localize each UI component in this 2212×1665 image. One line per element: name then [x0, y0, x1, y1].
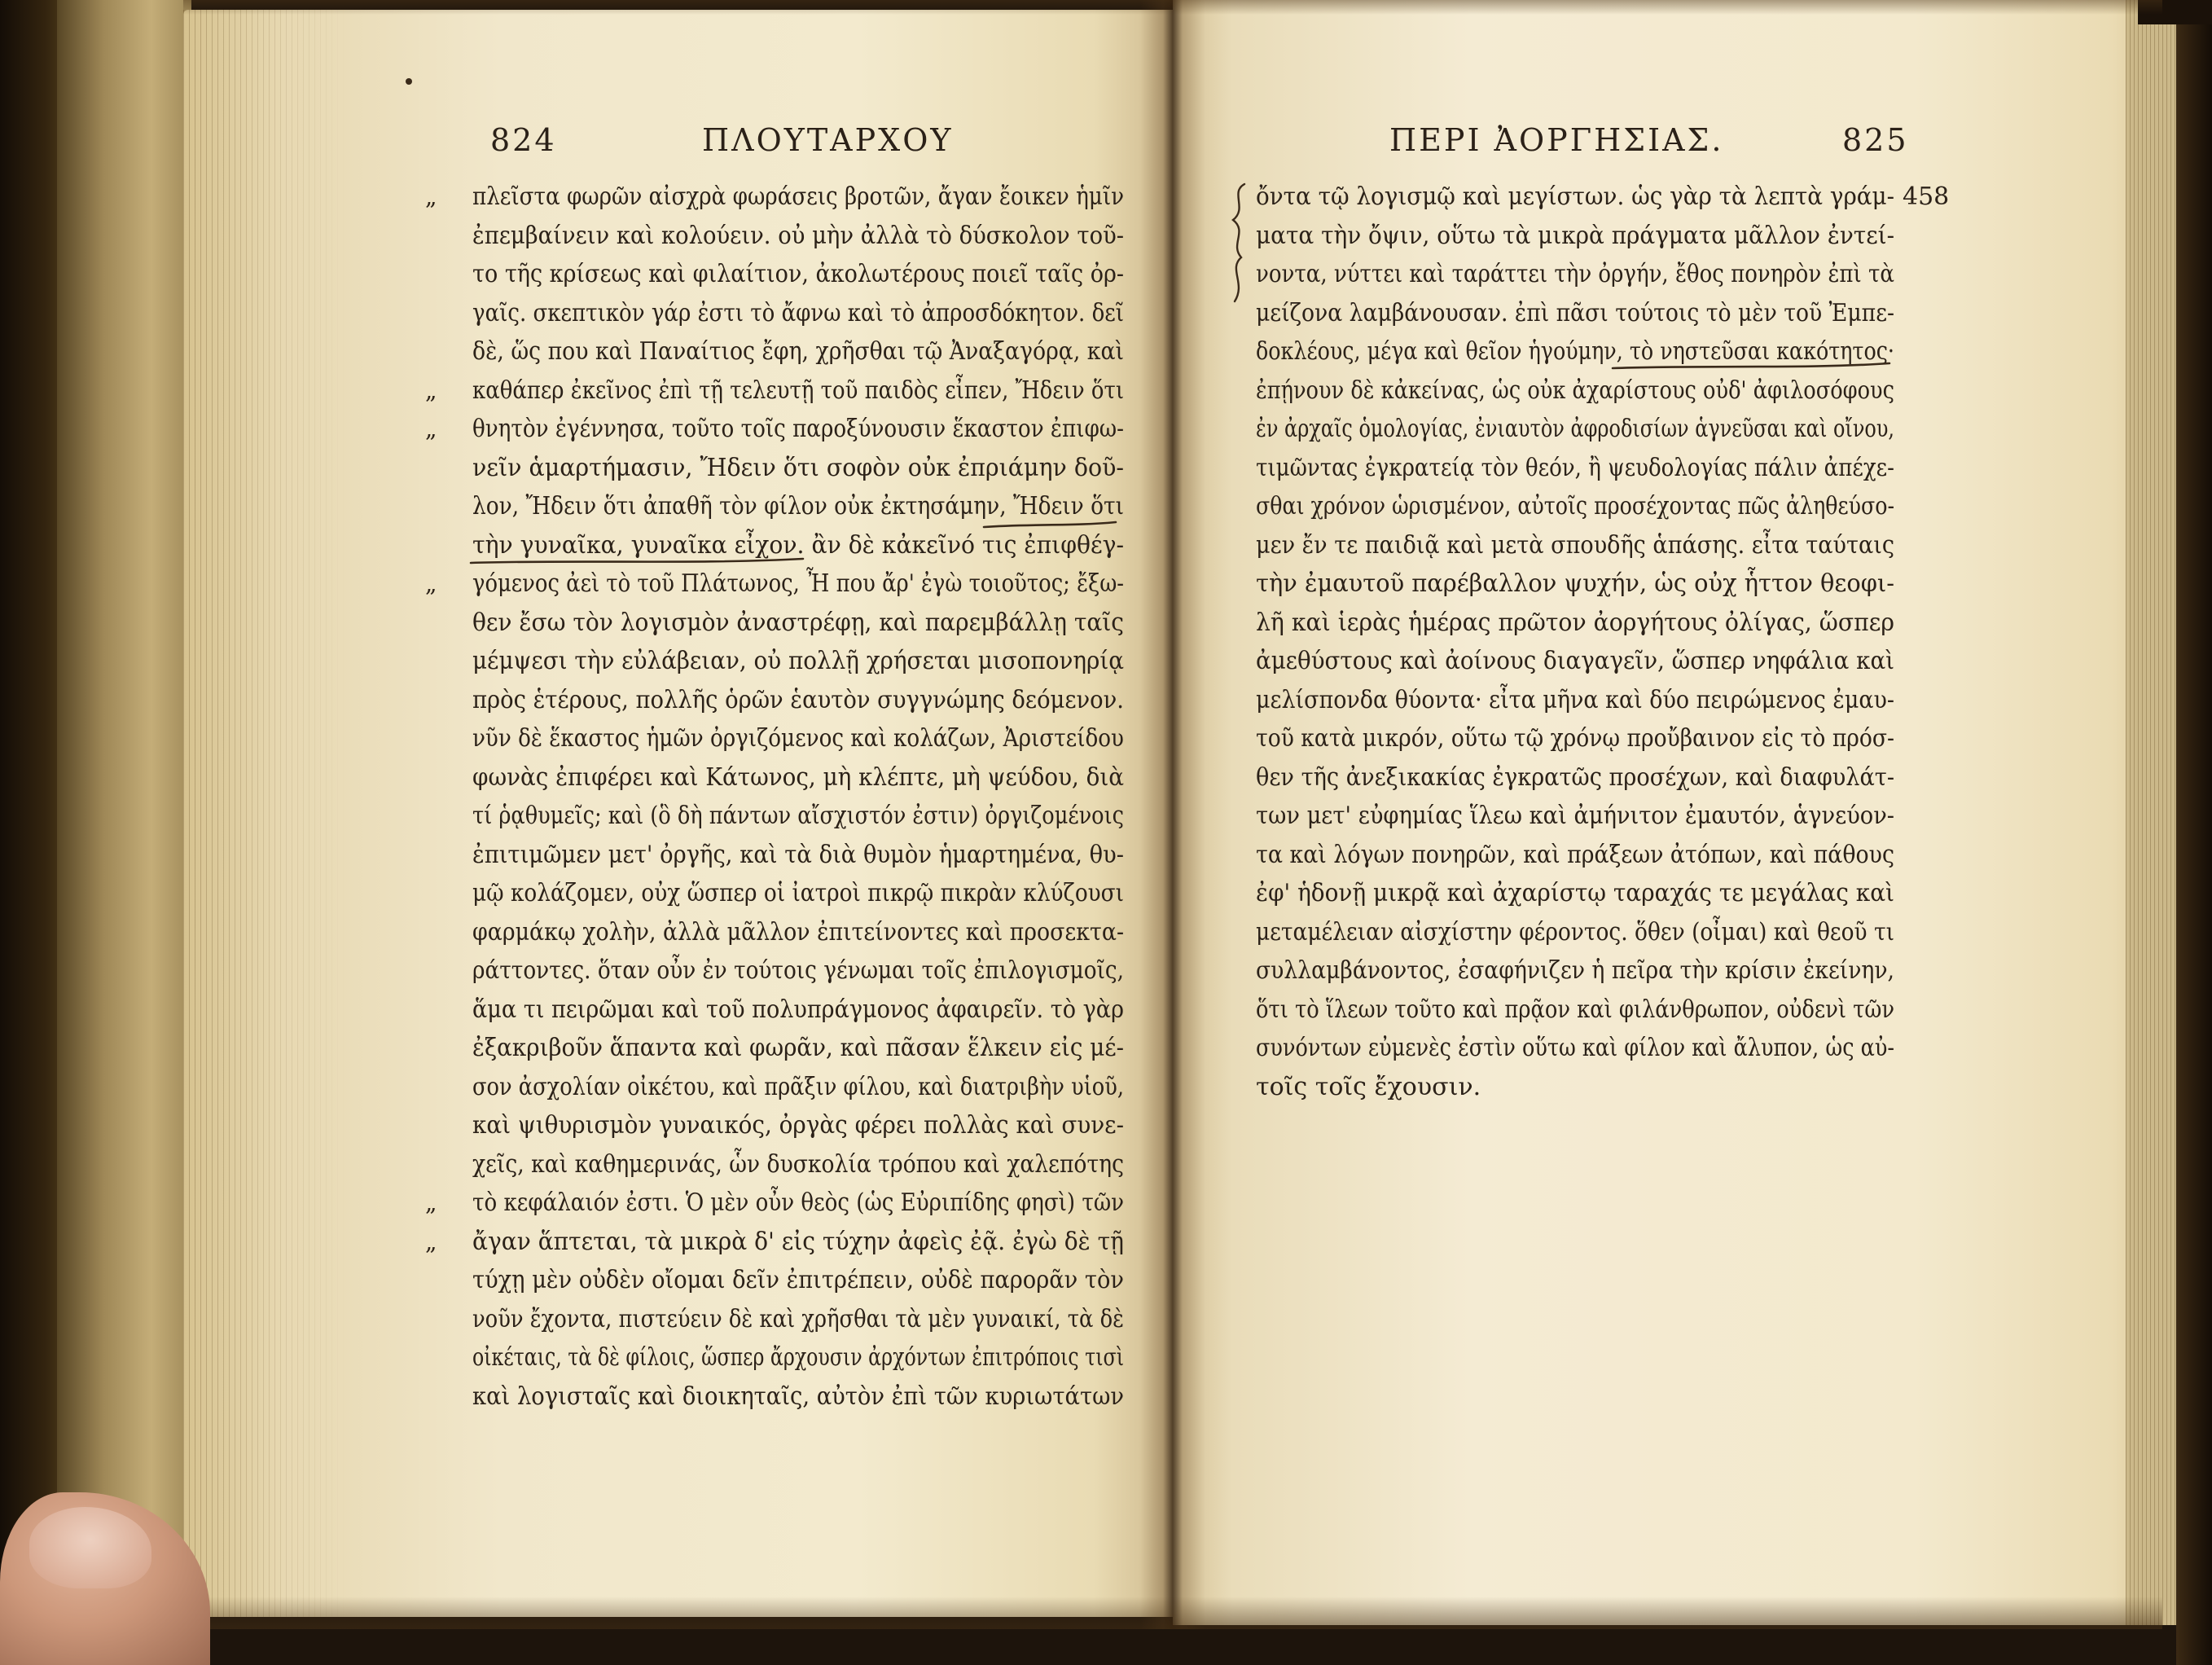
text-line — [1256, 332, 1894, 371]
text-line — [472, 255, 1124, 294]
line-text: ἀμεθύστους καὶ ἀοίνους διαγαγεῖν, ὥσπερ νηφάλια καὶ — [1256, 647, 1894, 675]
text-line — [472, 642, 1124, 681]
text-line — [472, 217, 1124, 256]
line-text: ἅμα τι πειρῶμαι καὶ τοῦ πολυπράγμονος ἀφαιρεῖν. τὸ γὰρ — [472, 995, 1124, 1024]
line-text: σθαι χρόνον ὡρισμένον, αὐτοῖς προσέχοντας πῶς ἀληθεύσο- — [1256, 492, 1894, 521]
text-line — [472, 913, 1124, 952]
text-line — [425, 1184, 1124, 1223]
text-line — [472, 681, 1124, 720]
text-line — [1256, 642, 1894, 681]
text-line — [425, 565, 1124, 604]
line-text: σον ἀσχολίαν οἰκέτου, καὶ πρᾶξιν φίλου, καὶ διατριβὴν υἱοῦ, — [472, 1072, 1124, 1101]
line-text: μέμψεσι τὴν εὐλάβειαν, οὐ πολλῇ χρήσεται μισοπονηρίᾳ — [472, 647, 1124, 675]
line-text: καθάπερ ἐκεῖνος ἐπὶ τῇ τελευτῇ τοῦ παιδὸς εἶπεν, Ἤδειν ὅτι — [472, 376, 1124, 405]
line-text: ἐπεμβαίνειν καὶ κολούειν. οὐ μὴν ἀλλὰ τὸ δύσκολον τοῦ- — [472, 221, 1124, 250]
text-line — [472, 1300, 1124, 1339]
quotation-mark: „ — [425, 376, 437, 404]
line-text: οἰκέταις, τὰ δὲ φίλοις, ὥσπερ ἄρχουσιν ἀρχόντων ἐπιτρόποις τισὶ — [472, 1343, 1124, 1372]
text-line — [472, 951, 1124, 991]
text-line — [472, 1338, 1124, 1377]
line-text: το τῆς κρίσεως καὶ φιλαίτιον, ἀκολωτέρους ποιεῖ ταῖς ὀρ- — [472, 260, 1124, 288]
line-text: δὲ, ὥς που καὶ Παναίτιος ἔφη, χρῆσθαι τῷ Ἀναξαγόρᾳ, καὶ — [472, 337, 1124, 366]
line-text: ματα τὴν ὄψιν, οὕτω τὰ μικρὰ πράγματα μᾶλλον ἐντεί- — [1256, 221, 1894, 250]
line-text: μεν ἔν τε παιδιᾷ καὶ μετὰ σπουδῆς ἁπάσης. εἶτα ταύταις — [1256, 530, 1894, 560]
text-line — [472, 332, 1124, 371]
line-text: ἐφ' ἡδονῇ μικρᾷ καὶ ἀχαρίστῳ ταραχάς τε μεγάλας καὶ — [1256, 879, 1894, 907]
text-line — [1256, 604, 1894, 643]
line-text: τὸ κεφάλαιόν ἐστι. Ὁ μὲν οὖν θεὸς (ὡς Εὐριπίδης φησὶ) τῶν — [472, 1188, 1124, 1217]
text-line — [472, 1261, 1124, 1300]
text-line — [1256, 217, 1894, 256]
text-line — [425, 371, 1124, 411]
text-line — [472, 836, 1124, 875]
left-page-text — [425, 178, 1124, 1416]
text-line — [425, 178, 1124, 217]
line-text: ἐπῄνουν δὲ κἀκείνας, ὡς οὐκ ἀχαρίστους οὐδ' ἀφιλοσόφους — [1256, 376, 1894, 405]
text-line — [1256, 178, 1894, 217]
text-line — [1256, 410, 1894, 449]
line-text: μεταμέλειαν αἰσχίστην φέροντος. ὅθεν (οἶμαι) καὶ θεοῦ τι — [1256, 917, 1894, 947]
line-text: τιμῶντας ἐγκρατείᾳ τὸν θεόν, ἢ ψευδολογίας πάλιν ἀπέχε- — [1256, 453, 1894, 482]
left-page-number: 824 — [490, 122, 557, 158]
text-line — [1256, 797, 1894, 836]
line-text: πλεῖστα φωρῶν αἰσχρὰ φωράσεις βροτῶν, ἄγαν ἔοικεν ἡμῖν — [472, 182, 1124, 211]
line-text: συλλαμβάνοντος, ἐσαφήνιζεν ἡ πεῖρα τὴν κρίσιν ἐκείνην, — [1256, 956, 1894, 985]
line-text: τὴν γυναῖκα, γυναῖκα εἶχον. ἂν δὲ κἀκεῖνό τις ἐπιφθέγ- — [472, 530, 1124, 560]
line-text: συνόντων εὐμενὲς ἐστὶν οὕτω καὶ φίλον καὶ ἄλυπον, ὡς αὐ- — [1256, 1034, 1894, 1062]
line-text: γόμενος ἀεὶ τὸ τοῦ Πλάτωνος, Ἦ που ἄρ' ἐγὼ τοιοῦτος; ἔξω- — [472, 569, 1124, 598]
text-line — [472, 797, 1124, 836]
line-text: ἄγαν ἅπτεται, τὰ μικρὰ δ' εἰς τύχην ἀφεὶς ἐᾷ. ἐγὼ δὲ τῇ — [472, 1227, 1124, 1256]
text-line — [425, 410, 1124, 449]
text-line — [425, 1223, 1124, 1262]
text-line — [1256, 681, 1894, 720]
line-text: φαρμάκῳ χολὴν, ἀλλὰ μᾶλλον ἐπιτείνοντες καὶ προσεκτα- — [472, 917, 1124, 947]
line-text: ὅτι τὸ ἵλεων τοῦτο καὶ πρᾷον καὶ φιλάνθρωπον, οὐδενὶ τῶν — [1256, 995, 1894, 1024]
text-line — [472, 1377, 1124, 1417]
line-text: ράττοντες. ὅταν οὖν ἐν τούτοις γένωμαι τοῖς ἐπιλογισμοῖς, — [472, 956, 1124, 985]
text-line — [1256, 913, 1894, 952]
top-edge-shadow — [183, 0, 2162, 15]
line-text: δοκλέους, μέγα καὶ θεῖον ἡγούμην, τὸ νηστεῦσαι κακότητος· — [1256, 337, 1894, 366]
line-text: γαῖς. σκεπτικὸν γάρ ἐστι τὸ ἄφνω καὶ τὸ ἀπροσδόκητον. δεῖ — [472, 298, 1124, 327]
line-text: ὄντα τῷ λογισμῷ καὶ μεγίστων. ὡς γὰρ τὰ λεπτὰ γράμ- — [1256, 182, 1894, 211]
line-text: ἐπιτιμῶμεν μετ' ὀργῆς, καὶ τὰ διὰ θυμὸν ἡμαρτημένα, θυ- — [472, 840, 1124, 869]
text-line — [1256, 449, 1894, 488]
text-line — [472, 1068, 1124, 1107]
line-text: λῆ καὶ ἱερὰς ἡμέρας πρῶτον ἀοργήτους ὀλίγας, ὥσπερ — [1256, 608, 1894, 637]
marginal-number: 458 — [1903, 182, 1950, 211]
line-text: θεν τῆς ἀνεξικακίας ἐγκρατῶς προσέχων, καὶ διαφυλάτ- — [1256, 762, 1894, 792]
line-text: νῦν δὲ ἕκαστος ἡμῶν ὀργιζόμενος καὶ κολάζων, Ἀριστείδου — [472, 724, 1124, 753]
text-line — [1256, 874, 1894, 913]
line-text: πρὸς ἑτέρους, πολλῆς ὁρῶν ἑαυτὸν συγγνώμης δεόμενον. — [472, 685, 1124, 714]
line-text: καὶ ψιθυρισμὸν γυναικός, ὀργὰς φέρει πολλὰς καὶ συνε- — [472, 1111, 1124, 1140]
gutter-shadow — [1140, 0, 1205, 1629]
text-line — [1256, 526, 1894, 565]
quotation-mark: „ — [425, 570, 437, 597]
line-text: τύχῃ μὲν οὐδὲν οἴομαι δεῖν ἐπιτρέπειν, οὐδὲ παρορᾶν τὸν — [472, 1266, 1124, 1294]
right-page-fore-edge — [2126, 0, 2179, 1625]
text-line — [472, 874, 1124, 913]
line-text: καὶ λογισταῖς καὶ διοικηταῖς, αὐτὸν ἐπὶ τῶν κυριωτάτων — [472, 1382, 1124, 1411]
text-line — [472, 449, 1124, 488]
right-running-head: ΠΕΡΙ ἈΟΡΓΗΣΙΑΣ. — [1389, 122, 1724, 158]
line-text: φωνὰς ἐπιφέρει καὶ Κάτωνος, μὴ κλέπτε, μὴ ψεύδου, διὰ — [472, 762, 1124, 792]
cover-edge-left — [57, 0, 191, 1621]
text-line — [1256, 565, 1894, 604]
line-text: μῷ κολάζομεν, οὐχ ὥσπερ οἱ ἰατροὶ πικρῷ πικρὰν κλύζουσι — [472, 879, 1124, 907]
quotation-mark: „ — [425, 1189, 437, 1216]
line-text: τὴν ἐμαυτοῦ παρέβαλλον ψυχήν, ὡς οὐχ ἧττον θεοφι- — [1256, 569, 1894, 598]
line-text: των μετ' εὐφημίας ἵλεω καὶ ἀμήνιτον ἐμαυτόν, ἁγνεύον- — [1256, 802, 1894, 830]
text-line — [472, 1145, 1124, 1184]
line-text: τα καὶ λόγων πονηρῶν, καὶ πράξεων ἀτόπων, καὶ πάθους — [1256, 840, 1894, 869]
line-text: λον, Ἤδειν ὅτι ἀπαθῆ τὸν φίλον οὐκ ἐκτησάμην, Ἤδειν ὅτι — [472, 492, 1124, 521]
quotation-mark: „ — [425, 183, 437, 210]
text-line — [472, 1029, 1124, 1068]
text-line — [472, 991, 1124, 1030]
bottom-edge-shadow — [183, 1597, 2162, 1629]
right-page-text — [1256, 178, 1894, 1106]
quotation-mark: „ — [425, 1228, 437, 1255]
text-line — [1256, 1068, 1894, 1107]
text-line — [472, 1106, 1124, 1145]
line-text: νοῦν ἔχοντα, πιστεύειν δὲ καὶ χρῆσθαι τὰ μὲν γυναικί, τὰ δὲ — [472, 1304, 1124, 1333]
text-line — [1256, 758, 1894, 797]
left-running-head: ΠΛΟΥΤΑΡΧΟΥ — [702, 122, 954, 158]
text-line — [472, 487, 1124, 526]
text-line — [472, 604, 1124, 643]
quotation-mark: „ — [425, 415, 437, 442]
line-text: ἐν ἀρχαῖς ὁμολογίας, ἐνιαυτὸν ἀφροδισίων ἁγνεῦσαι καὶ οἴνου, — [1256, 415, 1894, 443]
book-cover-right — [2176, 0, 2212, 1665]
text-line — [1256, 836, 1894, 875]
line-text: ἐξακριβοῦν ἅπαντα καὶ φωρᾶν, καὶ πᾶσαν ἕλκειν εἰς μέ- — [472, 1034, 1124, 1062]
line-text: μείζονα λαμβάνουσαν. ἐπὶ πᾶσι τούτοις τὸ μὲν τοῦ Ἐμπε- — [1256, 298, 1894, 327]
text-line — [1256, 294, 1894, 333]
text-line — [1256, 719, 1894, 758]
text-line — [472, 526, 1124, 565]
line-text: μελίσπονδα θύοντα· εἶτα μῆνα καὶ δύο πειρώμενος ἐμαυ- — [1256, 685, 1894, 714]
text-line — [472, 294, 1124, 333]
line-text: τοῦ κατὰ μικρόν, οὕτω τῷ χρόνῳ προὔβαινον εἰς τὸ πρόσ- — [1256, 724, 1894, 753]
text-line — [1256, 371, 1894, 411]
text-line — [472, 758, 1124, 797]
left-page-fore-edge — [183, 10, 346, 1617]
line-text: χεῖς, καὶ καθημερινάς, ὧν δυσκολία τρόπου καὶ χαλεπότης — [472, 1149, 1124, 1179]
text-line — [1256, 487, 1894, 526]
text-line — [472, 719, 1124, 758]
book-cover-left — [0, 0, 65, 1665]
text-line — [1256, 255, 1894, 294]
line-text: νοντα, νύττει καὶ ταράττει τὴν ὀργήν, ἔθος πονηρὸν ἐπὶ τὰ — [1256, 260, 1894, 288]
line-text: τί ῥᾳθυμεῖς; καὶ (ὃ δὴ πάντων αἴσχιστόν ἐστιν) ὀργιζομένοις — [472, 802, 1124, 830]
text-line — [1256, 1029, 1894, 1068]
text-line — [1256, 991, 1894, 1030]
line-text: θεν ἔσω τὸν λογισμὸν ἀναστρέφῃ, καὶ παρεμβάλλῃ ταῖς — [472, 608, 1124, 637]
right-page-number: 825 — [1842, 122, 1909, 158]
line-text: νεῖν ἁμαρτήμασιν, Ἤδειν ὅτι σοφὸν οὐκ ἐπριάμην δοῦ- — [472, 453, 1124, 482]
text-line — [1256, 951, 1894, 991]
line-text: θνητὸν ἐγέννησα, τοῦτο τοῖς παροξύνουσιν ἕκαστον ἐπιφω- — [472, 415, 1124, 443]
line-text: τοῖς τοῖς ἔχουσιν. — [1256, 1072, 1481, 1101]
